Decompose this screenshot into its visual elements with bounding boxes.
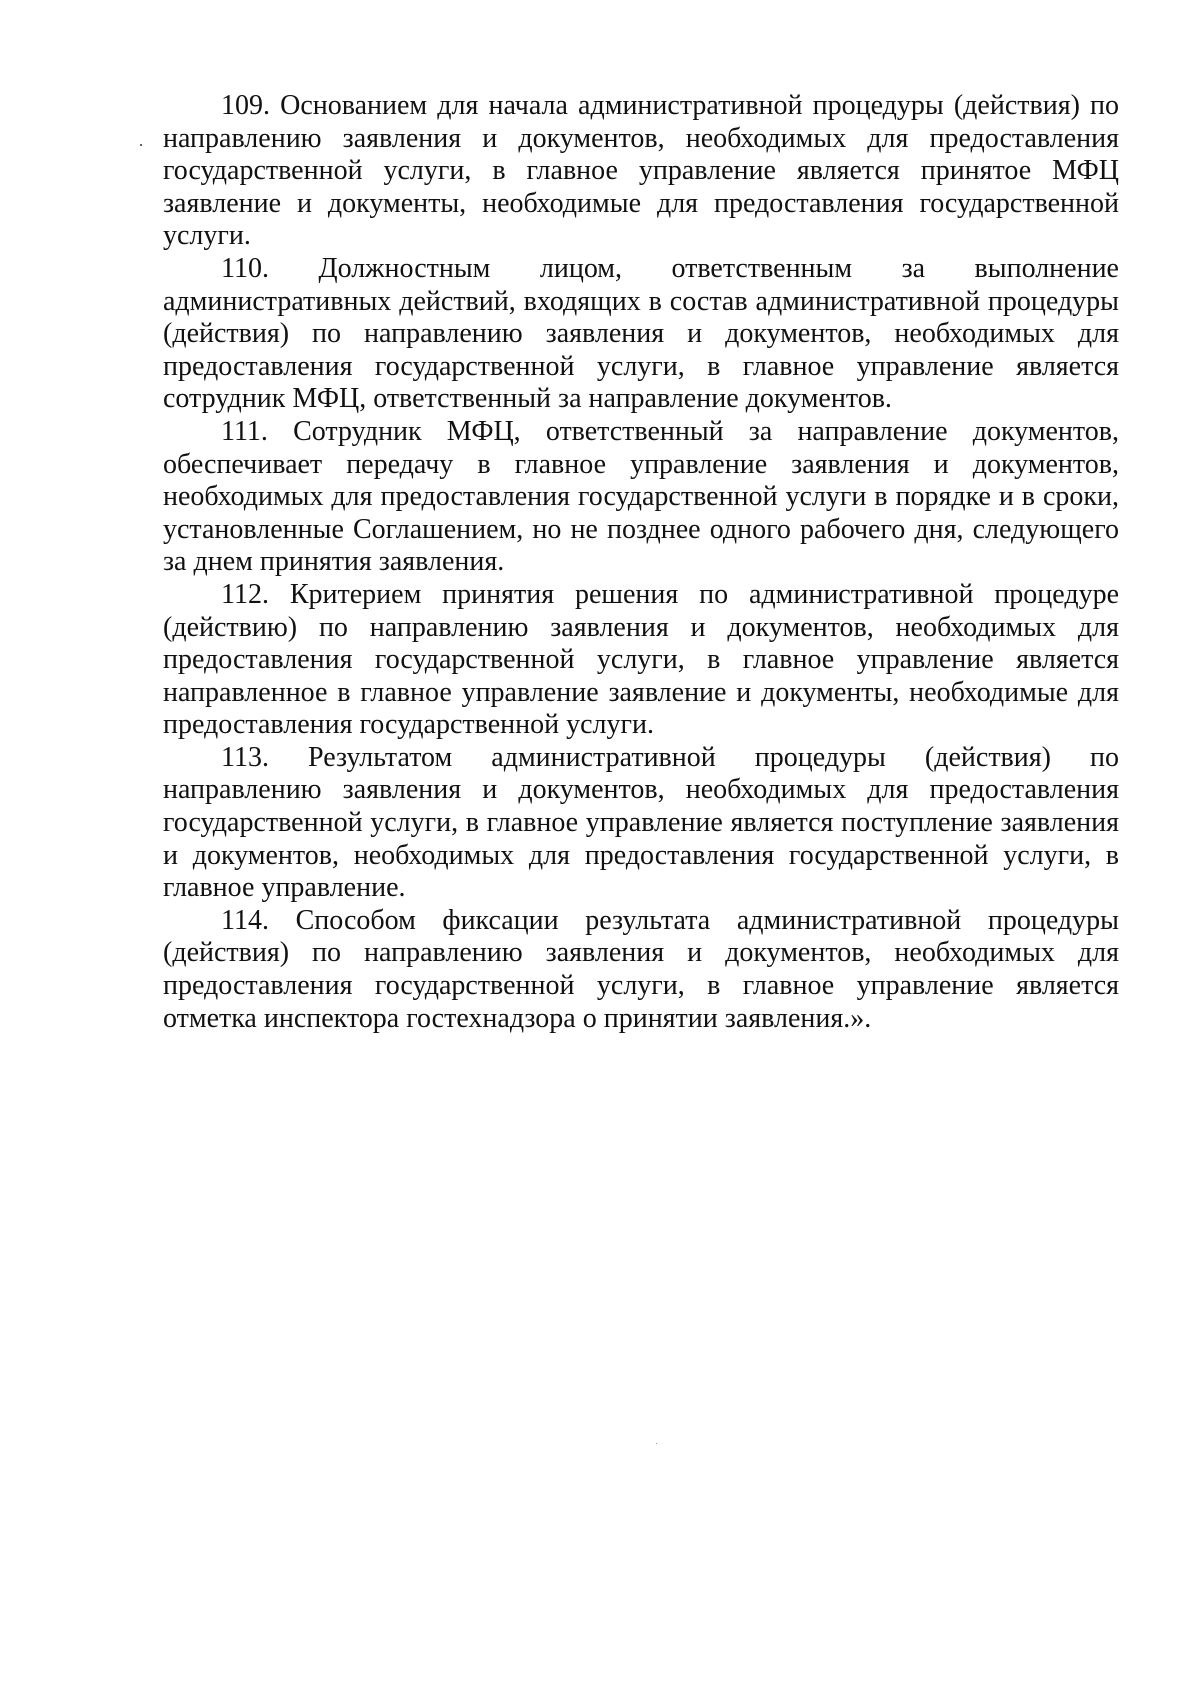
- paragraph-text: Основанием для начала административной процедуры (действия) по направлению заявления и документов, необходимых для предоставления государственной услуги, в главное управление является принятое МФЦ заявление и документы, необходимые для предоставления государственной услуги.: [163, 90, 1119, 252]
- document-body: [163, 90, 1119, 1035]
- paragraph-number: 109.: [221, 90, 270, 121]
- paragraph-text: Результатом административной процедуры (действия) по направлению заявления и документов, необходимых для предоставления государственной услуги, в главное управление является поступление заявления и документов, необходимых для предоставления государственной услуги, в главное управление.: [163, 741, 1119, 904]
- paragraph-text: Критерием принятия решения по административной процедуре (действию) по направлению заявления и документов, необходимых для предоставления государственной услуги, в главное управление является направленное в главное управление заявление и документы, необходимые для предоставления государственной услуги.: [163, 578, 1119, 741]
- paragraph-113: [163, 742, 1119, 905]
- scan-artifact-dot: [656, 1443, 657, 1444]
- paragraph-text: Сотрудник МФЦ, ответственный за направление документов, обеспечивает передачу в главное управление заявления и документов, необходимых для предоставления государственной услуги в порядке и в сроки, установленные Соглашением, но не позднее одного рабочего дня, следующего за днем принятия заявления.: [163, 415, 1119, 578]
- paragraph-111: [163, 416, 1119, 579]
- paragraph-110: [163, 253, 1119, 416]
- paragraph-text: Должностным лицом, ответственным за выполнение административных действий, входящих в состав административной процедуры (действия) по направлению заявления и документов, необходимых для предоставления государственной услуги, в главное управление является сотрудник МФЦ, ответственный за направление документов.: [163, 252, 1119, 415]
- paragraph-number: 110.: [221, 252, 269, 284]
- paragraph-number: 111.: [221, 415, 268, 447]
- paragraph-number: 112.: [221, 578, 269, 610]
- paragraph-112: [163, 579, 1119, 742]
- paragraph-number: 113.: [221, 741, 269, 773]
- paragraph-text: Способом фиксации результата административной процедуры (действия) по направлению заявления и документов, необходимых для предоставления государственной услуги, в главное управление является отметка инспектора гостехнадзора о принятии заявления.».: [163, 904, 1119, 1034]
- paragraph-number: 114.: [221, 904, 269, 936]
- paragraph-114: [163, 905, 1119, 1035]
- scan-artifact-mark: [140, 144, 142, 146]
- paragraph-109: [163, 90, 1119, 253]
